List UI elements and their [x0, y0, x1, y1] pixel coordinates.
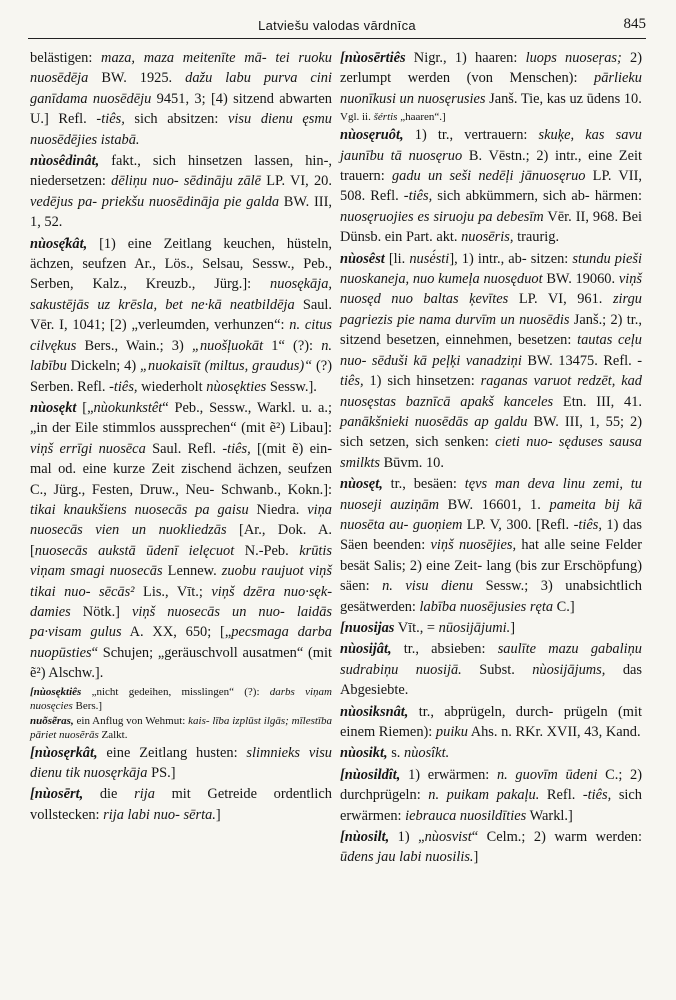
- example-text: iebrauca nuosildīties: [405, 807, 527, 824]
- example-text: viņa nuosecās vien un nuokliedzās: [30, 501, 332, 539]
- headword: nùosęruôt,: [340, 127, 404, 144]
- dictionary-entry: [30, 234, 332, 397]
- definition-text: ]: [473, 849, 479, 866]
- definition-text: sich abkümmern, sich ab- härmen:: [432, 188, 642, 205]
- definition-text: 1) erwärmen:: [400, 766, 497, 783]
- example-text: vedējus pa- priekšu nuosēdināja pie galda: [30, 193, 280, 210]
- definition-text: Dickeln; 4): [66, 358, 141, 375]
- example-text: nùokunkstêt: [93, 399, 163, 416]
- example-text: dēliņu nuo- sēdināju zālē: [111, 173, 262, 190]
- definition-text: „haaren“.]: [397, 111, 446, 124]
- dictionary-entry: [30, 151, 332, 233]
- example-text: n. citus cilvękus: [30, 317, 333, 354]
- definition-text: das Abgesiebte.: [340, 661, 642, 699]
- definition-text: B. Vēstn.; 2) intr., eine Zeit trauern:: [340, 147, 642, 185]
- example-text: visu dienu ęsmu nuosēdējies istabā.: [30, 111, 332, 148]
- example-text: skuķe, kas savu jaunību tā nuosęruo: [340, 127, 642, 164]
- example-text: luops nuoseŗas;: [525, 50, 622, 66]
- definition-text: [li.: [384, 250, 410, 267]
- definition-text: belästigen:: [30, 50, 102, 66]
- definition-text: Lis., Vīt.;: [134, 583, 212, 600]
- definition-text: N.-Peb.: [234, 542, 300, 559]
- dictionary-entry: [340, 618, 642, 638]
- definition-text: Etn. III, 41.: [553, 393, 643, 410]
- dictionary-entry: [30, 743, 332, 784]
- example-text: puiku: [435, 724, 468, 740]
- definition-text: Nötk.]: [70, 603, 133, 620]
- running-title: Latviešu valodas vārdnīca: [258, 18, 416, 33]
- page-number: 845: [623, 16, 646, 32]
- definition-text: wiederholt: [137, 378, 207, 395]
- headword: [nùosērtiês: [340, 50, 406, 66]
- definition-text: BW. III, 1, 52.: [30, 193, 332, 231]
- headword: [nùosilt,: [340, 829, 390, 846]
- headword: nuõsẽras,: [30, 714, 74, 727]
- example-text: -tiês,: [403, 188, 433, 205]
- definition-text: tr., besäen:: [382, 476, 465, 493]
- dictionary-entry: [340, 249, 642, 473]
- example-text: slimnieks visu dienu tik nuosęrkāja: [30, 744, 332, 781]
- example-text: nùosîkt.: [404, 745, 450, 762]
- definition-text: Niedra.: [248, 501, 308, 518]
- example-text: saulīte mazu gabaliņu sudrabiņu nuosijā.: [340, 641, 642, 678]
- example-text: nùosvist: [424, 829, 472, 846]
- definition-text: BW. 19060.: [542, 271, 619, 288]
- dictionary-entry: [340, 639, 642, 700]
- headword: nùosiksnât,: [340, 703, 409, 720]
- definition-text: Saul. Refl.: [145, 440, 223, 457]
- dictionary-entry: [30, 784, 332, 825]
- example-text: -tiês,: [222, 440, 251, 457]
- definition-text: die: [83, 786, 135, 803]
- definition-text: mit Getreide ordentlich vollstecken:: [30, 786, 332, 823]
- example-text: labība nuosējusies ręta: [419, 598, 554, 615]
- headword: nùosêdinât,: [30, 153, 100, 170]
- definition-text: Subst.: [461, 661, 533, 678]
- dictionary-entry: [340, 765, 642, 826]
- headword: nùosę̂kât,: [30, 235, 88, 252]
- definition-text: “ Celm.; 2) warm werden:: [471, 829, 642, 846]
- example-text: -tiês,: [573, 516, 602, 533]
- example-text: tęvs man deva linu zemi, tu nuoseji auziņām: [340, 476, 642, 513]
- definition-text: BW. 1925.: [88, 70, 186, 87]
- definition-text: Sessw.; 3) unabsichtlich gesätwerden:: [340, 578, 642, 615]
- definition-text: 1) das Säen beenden:: [340, 516, 642, 554]
- dictionary-entry: [340, 827, 642, 868]
- example-text: -tiês,: [340, 352, 642, 390]
- definition-text: Vgl. ii.: [340, 111, 374, 124]
- definition-text: [(mit ẽ) ein- mal od. eine kurze Zeit zischend ächzen, seufzen C., Jürg., Festen, Druw., Neu- Schwanb., Kokn.]:: [30, 440, 333, 498]
- example-text: nùosijājums,: [532, 661, 606, 678]
- example-text: -tiês,: [96, 111, 125, 128]
- definition-text: Bers.]: [72, 699, 103, 712]
- definition-text: Saul. Vēr. I, 1041; [2) „verleumden, verhunzen“:: [30, 296, 333, 334]
- definition-text: Vīt., =: [394, 619, 439, 636]
- definition-text: A. XX, 650; [„: [121, 624, 232, 641]
- example-text: pārlieku nuonīkusi un nuosęrusies: [340, 70, 642, 107]
- example-text: raganas varuot redzēt, kad nuosęstas baznīcā apakš kanceles: [340, 373, 642, 410]
- headword: [nuosijas: [340, 619, 395, 636]
- example-text: tikai knaukšiens nuosecās pa gaisu: [30, 501, 249, 518]
- definition-text: hat alle seine Felder besät Salis; 2) eine Zeit- lang (bis zur Erschöpfung) säen:: [340, 537, 642, 595]
- example-text: nuosękāja, sakustējās uz krēsla, bet ne·kā neatbildēja: [30, 276, 332, 313]
- dictionary-entry: [340, 125, 642, 247]
- definition-text: [„: [76, 399, 94, 416]
- definition-text: ], 1) intr., ab- sitzen:: [449, 250, 573, 267]
- example-text: viņš nuosęd nuo baltas ķevītes: [340, 271, 642, 308]
- page-header: [28, 14, 646, 39]
- example-text: viņš nuosējies,: [430, 537, 517, 554]
- example-text: tautas ceļu nuo- sēduši kā peļķi vanadziņi: [340, 332, 642, 369]
- definition-text: “ Schujen; „geräuschvoll ausatmen“ (mit ẽ²) Alschw.].: [30, 644, 332, 682]
- example-text: nuosēris,: [461, 229, 514, 246]
- example-text: nuosęruojies es siruoju pa debesīm: [340, 208, 544, 225]
- definition-text: LP. VI, 20.: [261, 173, 332, 190]
- definition-text: Būvm. 10.: [379, 454, 444, 471]
- definition-text: C.]: [553, 598, 575, 615]
- example-text: viņš dzēra nuo·sęk- damies: [30, 583, 332, 620]
- definition-text: fakt., sich hinsetzen lassen, hin-, niedersetzen:: [30, 153, 332, 190]
- definition-text: (?) Serben. Refl.: [30, 358, 332, 395]
- definition-text: PS.]: [147, 765, 176, 781]
- headword: nùosikt,: [340, 745, 388, 762]
- example-text: pameita bij kā nuosēta au- guoņiem: [340, 496, 642, 533]
- entry-continuation: [30, 48, 332, 150]
- example-text: šértis: [373, 111, 398, 124]
- example-text: -tiês,: [109, 378, 138, 395]
- definition-text: eine Zeitlang husten:: [97, 744, 247, 761]
- definition-text: Warkl.]: [526, 807, 573, 824]
- headword: nùosijât,: [340, 641, 392, 658]
- definition-text: sich erwärmen:: [340, 787, 642, 824]
- dictionary-entry: [30, 398, 332, 684]
- definition-text: ]: [215, 806, 221, 823]
- definition-text: BW. 16601, 1.: [439, 496, 550, 513]
- definition-text: Janš.; 2) tr., sitzend besetzen, einnehmen, besetzen:: [340, 311, 642, 349]
- definition-text: ein Anflug von Wehmut:: [73, 714, 189, 727]
- example-text: -tiês,: [582, 787, 612, 804]
- example-text: nùosękties: [206, 378, 267, 395]
- definition-text: Lennew.: [162, 563, 222, 580]
- dictionary-entry: [30, 714, 332, 742]
- definition-text: Bers., Wain.; 3): [76, 337, 192, 354]
- definition-text: 2) zerlumpt werden (von Menschen):: [340, 50, 643, 87]
- definition-text: 9451, 3; [4) sitzend abwarten U.] Refl.: [30, 90, 333, 128]
- headword: nùosêst: [340, 250, 385, 267]
- definition-text: 1) sich hinsetzen:: [363, 373, 481, 390]
- definition-text: 1) tr., vertrauern:: [403, 127, 539, 144]
- definition-text: “ Peb., Sessw., Warkl. u. a.; „in der Eile stimmlos aussprechen“ (mit ẽ²) Libau]:: [30, 399, 332, 437]
- example-text: cieti nuo- sęduses sausa smilkts: [340, 434, 642, 471]
- dictionary-entry: [340, 743, 642, 763]
- example-text: krūtis viņam smagi nuosecās: [30, 542, 332, 580]
- example-text: nuosecās aukstā ūdenī ielęcuot: [34, 542, 235, 559]
- definition-text: LP. V, 300. [Refl.: [462, 516, 574, 533]
- example-text: „nuokaisīt (miltus, graudus)“: [140, 358, 313, 375]
- dictionary-entry: [340, 48, 642, 109]
- example-text: n. guovīm ūdeni: [496, 766, 598, 783]
- definition-text: s.: [387, 745, 404, 762]
- headword: nùosęt,: [340, 476, 383, 493]
- example-text: rija: [134, 786, 155, 803]
- example-text: pecsmaga darba nuopūsties: [30, 624, 332, 661]
- definition-text: Zalkt.: [98, 728, 128, 741]
- example-text: nūosijājumi.: [438, 619, 511, 636]
- example-text: maza, maza meitenīte mā- tei ruoku nuosēdēja: [30, 50, 332, 87]
- definition-text: BW. 13475. Refl.: [521, 352, 638, 369]
- definition-text: Sessw.].: [266, 378, 317, 395]
- example-text: dažu labu purva cini ganīdama nuosēdēju: [30, 70, 332, 107]
- entry-continuation: [340, 110, 642, 124]
- example-text: n. visu dienu: [382, 578, 474, 595]
- definition-text: [1) eine Zeitlang keuchen, hüsteln, ächzen, seufzen Ar., Lös., Selsau, Sessw., Peb., Serben, Kalz., Kreuzb., Jürg.]:: [30, 235, 332, 293]
- definition-text: 1“ (?):: [263, 337, 322, 354]
- example-text: n. labību: [30, 337, 332, 375]
- definition-text: traurig.: [513, 229, 560, 246]
- example-text: zirgu pagriezis pie nama durvīm un nuosēdis: [340, 291, 642, 328]
- definition-text: Vēr. II, 968. Bei Dünsb. ein Part. akt.: [340, 208, 642, 246]
- definition-text: 1) „: [389, 829, 425, 846]
- definition-text: „nicht gedeihen, misslingen“ (?):: [81, 685, 270, 698]
- definition-text: tr., absieben:: [391, 641, 498, 658]
- headword: [nùosęktiês: [30, 685, 82, 698]
- dictionary-entry: [30, 685, 332, 713]
- headword: [nùosildît,: [340, 766, 401, 783]
- headword: [nùosērt,: [30, 786, 84, 803]
- definition-text: Janš. Tie, kas uz ūdens 10.: [485, 90, 642, 107]
- example-text: nusė́sti: [409, 250, 450, 267]
- definition-text: Ahs. n. RKr. XVII, 43, Kand.: [467, 724, 641, 740]
- example-text: zuobu raujuot viņš tikai nuo- sēcās²: [30, 563, 332, 600]
- definition-text: LP. VI, 961.: [508, 291, 613, 308]
- example-text: n. puikam pakaļu.: [428, 787, 540, 804]
- example-text: gadu un seši nedēļi jānuosęruo: [391, 168, 586, 185]
- example-text: rija labi nuo- sērta.: [103, 806, 216, 823]
- definition-text: tr., abprügeln, durch- prügeln (mit einem Riemen):: [340, 703, 642, 740]
- example-text: viņš errīgi nuosēca: [30, 440, 146, 457]
- example-text: viņš nuosecās un nuo- laidās pa·visam gulus: [30, 603, 333, 641]
- definition-text: BW. III, 1, 55; 2) sich setzen, sich senken:: [340, 413, 643, 451]
- headword: nùosękt: [30, 399, 77, 416]
- definition-text: LP. VII, 508. Refl.: [340, 168, 642, 205]
- example-text: ūdens jau labi nuosilis.: [340, 849, 474, 866]
- example-text: stundu pieši nuoskaneja, nuo kumeļa nuosęduot: [340, 250, 642, 288]
- definition-text: Refl.: [539, 787, 583, 804]
- example-text: panākšnieki nuosēdās ap galdu: [340, 413, 528, 430]
- definition-text: C.; 2) durchprügeln:: [340, 766, 642, 804]
- definition-text: sich absitzen:: [124, 111, 229, 128]
- example-text: „nuošļuokāt: [191, 337, 264, 354]
- definition-text: Nigr., 1) haaren:: [405, 50, 526, 66]
- example-text: darbs viņam nuosęcies: [30, 685, 332, 712]
- right-column: [340, 48, 642, 869]
- definition-text: [Ar., Dok. A. [: [30, 522, 333, 559]
- left-column: [30, 48, 332, 826]
- dictionary-entry: [340, 702, 642, 743]
- example-text: kais- lība izplūst ilgās; mīlestība pāriet nuosẽrās: [30, 714, 332, 741]
- headword: [nùosęrkât,: [30, 744, 98, 761]
- dictionary-entry: [340, 474, 642, 617]
- definition-text: ]: [510, 619, 515, 636]
